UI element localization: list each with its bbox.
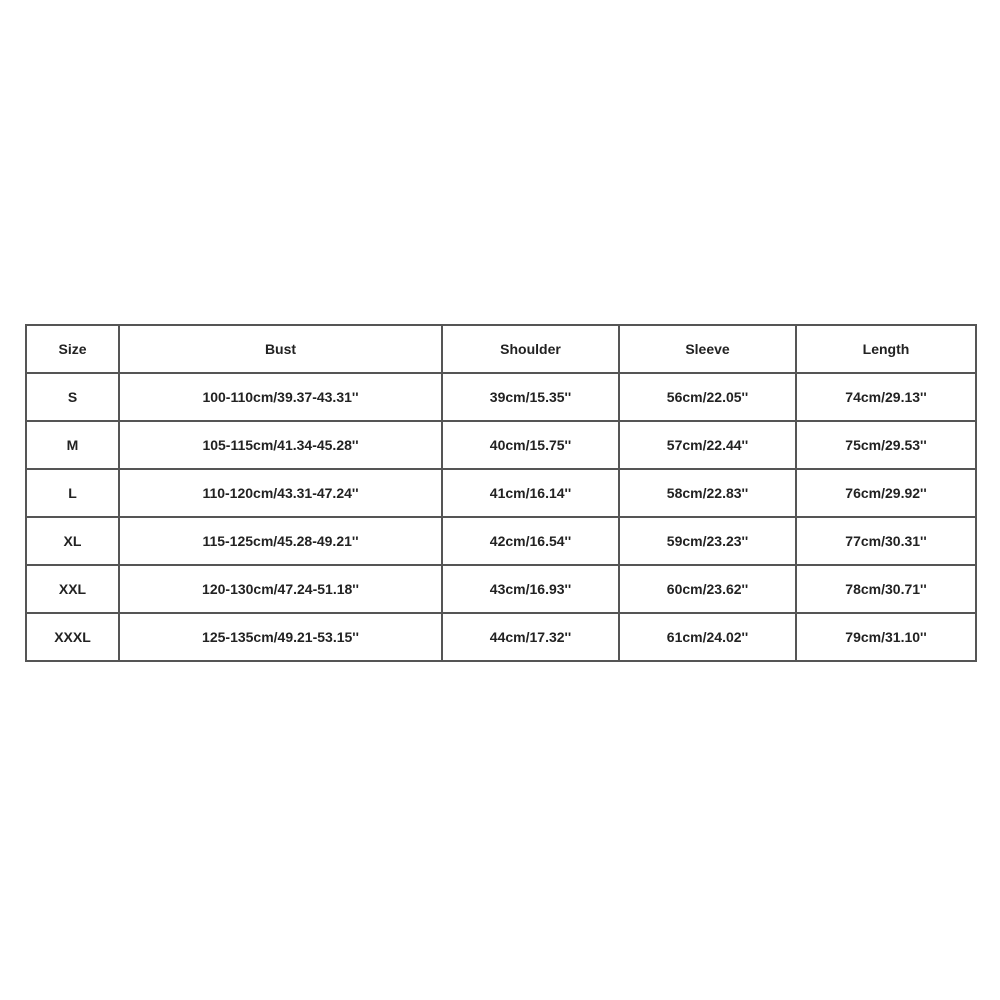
cell-bust: 105-115cm/41.34-45.28'' [119, 421, 442, 469]
cell-length: 77cm/30.31'' [796, 517, 976, 565]
cell-length: 79cm/31.10'' [796, 613, 976, 661]
header-size: Size [26, 325, 119, 373]
table-row [26, 565, 976, 613]
size-chart-table [25, 324, 977, 662]
cell-shoulder: 43cm/16.93'' [442, 565, 619, 613]
table-row [26, 373, 976, 421]
header-bust: Bust [119, 325, 442, 373]
cell-bust: 100-110cm/39.37-43.31'' [119, 373, 442, 421]
cell-length: 75cm/29.53'' [796, 421, 976, 469]
cell-sleeve: 59cm/23.23'' [619, 517, 796, 565]
cell-shoulder: 39cm/15.35'' [442, 373, 619, 421]
cell-sleeve: 58cm/22.83'' [619, 469, 796, 517]
cell-size: S [26, 373, 119, 421]
cell-sleeve: 56cm/22.05'' [619, 373, 796, 421]
cell-shoulder: 40cm/15.75'' [442, 421, 619, 469]
cell-shoulder: 42cm/16.54'' [442, 517, 619, 565]
cell-bust: 125-135cm/49.21-53.15'' [119, 613, 442, 661]
table-row [26, 613, 976, 661]
table-row [26, 469, 976, 517]
table-row [26, 517, 976, 565]
cell-size: XXXL [26, 613, 119, 661]
header-row [26, 325, 976, 373]
cell-sleeve: 60cm/23.62'' [619, 565, 796, 613]
cell-size: L [26, 469, 119, 517]
cell-bust: 120-130cm/47.24-51.18'' [119, 565, 442, 613]
cell-bust: 110-120cm/43.31-47.24'' [119, 469, 442, 517]
header-sleeve: Sleeve [619, 325, 796, 373]
cell-length: 74cm/29.13'' [796, 373, 976, 421]
cell-length: 78cm/30.71'' [796, 565, 976, 613]
cell-length: 76cm/29.92'' [796, 469, 976, 517]
cell-size: XL [26, 517, 119, 565]
cell-shoulder: 41cm/16.14'' [442, 469, 619, 517]
header-length: Length [796, 325, 976, 373]
cell-sleeve: 61cm/24.02'' [619, 613, 796, 661]
cell-shoulder: 44cm/17.32'' [442, 613, 619, 661]
cell-sleeve: 57cm/22.44'' [619, 421, 796, 469]
cell-bust: 115-125cm/45.28-49.21'' [119, 517, 442, 565]
cell-size: XXL [26, 565, 119, 613]
table-row [26, 421, 976, 469]
cell-size: M [26, 421, 119, 469]
header-shoulder: Shoulder [442, 325, 619, 373]
